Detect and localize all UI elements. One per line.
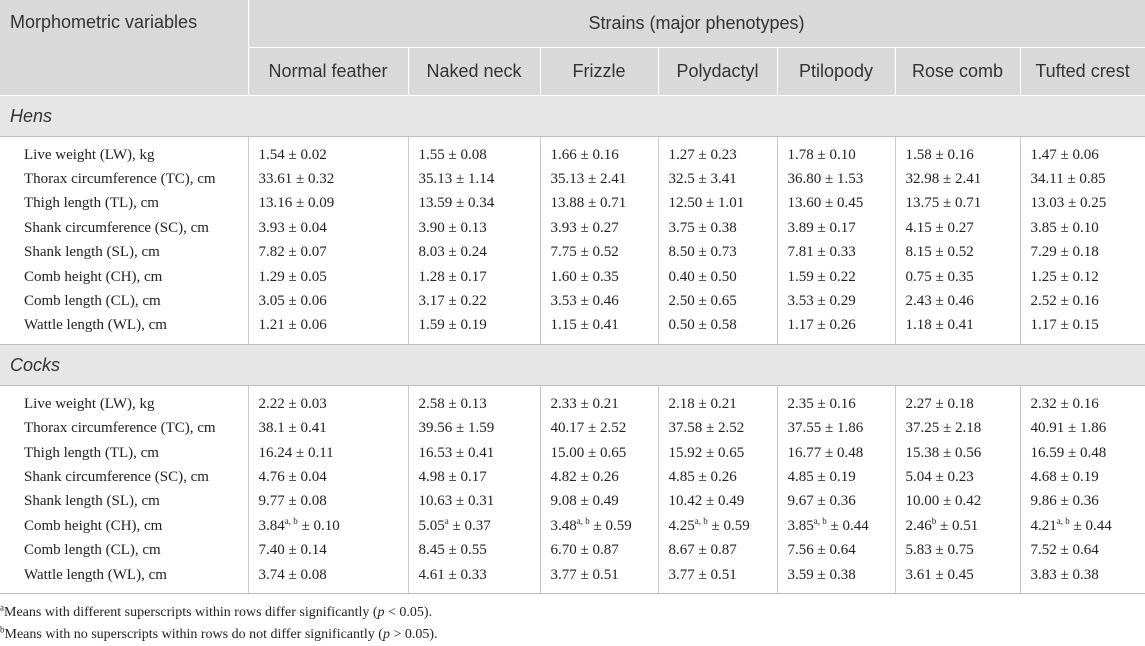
cell-value: 7.29 ± 0.18 — [1030, 244, 1099, 261]
table-cell — [1020, 441, 1145, 465]
table-cell — [540, 192, 658, 216]
table-row — [0, 265, 1145, 289]
cell-value: 12.50 ± 1.01 — [668, 195, 745, 212]
cell-value: 1.17 ± 0.15 — [1030, 317, 1099, 334]
cell-value: 2.46 — [905, 517, 932, 534]
cell-value: 8.45 ± 0.55 — [418, 542, 487, 559]
cell-value: 1.60 ± 0.35 — [550, 268, 619, 285]
table-cell — [895, 265, 1020, 289]
cell-value: 4.76 ± 0.04 — [258, 468, 327, 485]
table-cell — [777, 216, 895, 240]
cell-value: 4.25 — [668, 517, 695, 534]
row-label: Comb height (CH), cm — [0, 514, 248, 538]
footnote-text-end: > 0.05). — [389, 627, 438, 643]
cell-value: 4.15 ± 0.27 — [905, 219, 974, 236]
footnote-text-end: < 0.05). — [384, 605, 433, 621]
cell-value: 4.61 ± 0.33 — [418, 566, 487, 583]
cell-value: 39.56 ± 1.59 — [418, 420, 495, 437]
footnote-mark: b — [0, 624, 5, 635]
cell-value: 8.03 ± 0.24 — [418, 244, 487, 261]
table-cell — [540, 137, 658, 168]
table-cell — [408, 490, 540, 514]
cell-value: 3.83 ± 0.38 — [1030, 566, 1099, 583]
cell-value: 10.00 ± 0.42 — [905, 493, 982, 510]
cell-value: 4.82 ± 0.26 — [550, 468, 619, 485]
table-cell — [540, 167, 658, 191]
cell-value: 1.25 ± 0.12 — [1030, 268, 1099, 285]
table-cell — [248, 514, 408, 538]
cell-error: ± 0.44 — [826, 517, 869, 534]
table-cell — [895, 490, 1020, 514]
cell-value: 9.77 ± 0.08 — [258, 493, 327, 510]
table-cell — [895, 538, 1020, 562]
table-cell — [248, 465, 408, 489]
cell-superscript: a, b — [284, 515, 298, 526]
table-cell — [777, 538, 895, 562]
cell-value: 9.67 ± 0.36 — [787, 493, 856, 510]
cell-value: 3.61 ± 0.45 — [905, 566, 974, 583]
footnote-variable: p — [382, 627, 390, 643]
cell-value: 0.50 ± 0.58 — [668, 317, 737, 334]
cell-value: 15.92 ± 0.65 — [668, 444, 745, 461]
cell-value: 7.75 ± 0.52 — [550, 244, 619, 261]
table-cell — [1020, 417, 1145, 441]
table-cell — [658, 490, 777, 514]
cell-value: 40.17 ± 2.52 — [550, 420, 627, 437]
row-label: Shank circumference (SC), cm — [0, 465, 248, 489]
header-strains-group: Strains (major phenotypes) — [248, 0, 1145, 48]
table-cell — [658, 386, 777, 417]
table-cell — [658, 514, 777, 538]
table-cell — [408, 441, 540, 465]
section-title: Cocks — [0, 345, 1145, 386]
cell-value: 3.93 ± 0.04 — [258, 219, 327, 236]
table-row — [0, 192, 1145, 216]
cell-error: ± 0.59 — [589, 517, 632, 534]
cell-value: 2.33 ± 0.21 — [550, 395, 619, 412]
table-row — [0, 441, 1145, 465]
table-cell — [540, 216, 658, 240]
table-cell — [895, 514, 1020, 538]
cell-value: 3.89 ± 0.17 — [787, 219, 856, 236]
table-row — [0, 417, 1145, 441]
footnote-text: Means with different superscripts within rows differ significantly ( — [4, 605, 378, 621]
table-row — [0, 137, 1145, 168]
table-cell — [248, 216, 408, 240]
table-cell — [1020, 563, 1145, 594]
cell-value: 3.77 ± 0.51 — [550, 566, 619, 583]
footnote — [0, 624, 1145, 646]
table-row — [0, 538, 1145, 562]
cell-value: 0.75 ± 0.35 — [905, 268, 974, 285]
cell-value: 33.61 ± 0.32 — [258, 171, 335, 188]
cell-value: 13.03 ± 0.25 — [1030, 195, 1107, 212]
table-cell — [408, 137, 540, 168]
table-cell — [408, 465, 540, 489]
table-cell — [1020, 265, 1145, 289]
table-cell — [540, 441, 658, 465]
table-cell — [777, 490, 895, 514]
cell-value: 3.53 ± 0.46 — [550, 293, 619, 310]
table-row — [0, 386, 1145, 417]
cell-value: 38.1 ± 0.41 — [258, 420, 327, 437]
cell-value: 4.21 — [1030, 517, 1057, 534]
row-label: Thigh length (TL), cm — [0, 441, 248, 465]
table-row — [0, 167, 1145, 191]
cell-value: 13.16 ± 0.09 — [258, 195, 335, 212]
footnote-text: Means with no superscripts within rows do not differ significantly ( — [4, 627, 383, 643]
cell-value: 8.50 ± 0.73 — [668, 244, 737, 261]
table-cell — [248, 167, 408, 191]
table-cell — [895, 417, 1020, 441]
table-row — [0, 289, 1145, 313]
table-row — [0, 563, 1145, 594]
table-cell — [408, 563, 540, 594]
table-cell — [248, 490, 408, 514]
table-cell — [1020, 167, 1145, 191]
cell-value: 4.85 ± 0.19 — [787, 468, 856, 485]
cell-value: 3.77 ± 0.51 — [668, 566, 737, 583]
cell-value: 3.74 ± 0.08 — [258, 566, 327, 583]
table-cell — [658, 265, 777, 289]
cell-value: 37.25 ± 2.18 — [905, 420, 982, 437]
cell-value: 1.59 ± 0.22 — [787, 268, 856, 285]
cell-value: 7.40 ± 0.14 — [258, 542, 327, 559]
cell-value: 16.77 ± 0.48 — [787, 444, 864, 461]
cell-value: 3.59 ± 0.38 — [787, 566, 856, 583]
cell-value: 37.55 ± 1.86 — [787, 420, 864, 437]
cell-value: 13.60 ± 0.45 — [787, 195, 864, 212]
header-strain: Naked neck — [408, 48, 540, 96]
table-cell — [658, 563, 777, 594]
header-row-strains — [0, 0, 1145, 48]
table-cell — [658, 137, 777, 168]
cell-error: ± 0.59 — [707, 517, 750, 534]
cell-value: 16.24 ± 0.11 — [258, 444, 334, 461]
table-cell — [658, 167, 777, 191]
table-cell — [658, 289, 777, 313]
table-cell — [658, 314, 777, 345]
table-cell — [408, 314, 540, 345]
cell-value: 4.85 ± 0.26 — [668, 468, 737, 485]
cell-value: 13.59 ± 0.34 — [418, 195, 495, 212]
table-cell — [408, 386, 540, 417]
table-cell — [248, 538, 408, 562]
row-label: Comb height (CH), cm — [0, 265, 248, 289]
cell-value: 8.15 ± 0.52 — [905, 244, 974, 261]
cell-value: 40.91 ± 1.86 — [1030, 420, 1107, 437]
table-cell — [895, 216, 1020, 240]
table-cell — [540, 465, 658, 489]
table-row — [0, 465, 1145, 489]
table-cell — [777, 465, 895, 489]
cell-value: 35.13 ± 1.14 — [418, 171, 495, 188]
table-cell — [658, 241, 777, 265]
cell-value: 3.85 ± 0.10 — [1030, 219, 1099, 236]
table-cell — [248, 314, 408, 345]
cell-error: ± 0.37 — [448, 517, 491, 534]
cell-value: 10.63 ± 0.31 — [418, 493, 495, 510]
cell-value: 15.00 ± 0.65 — [550, 444, 627, 461]
cell-error: ± 0.51 — [936, 517, 979, 534]
table-cell — [248, 241, 408, 265]
cell-value: 2.22 ± 0.03 — [258, 395, 327, 412]
footnote — [0, 602, 1145, 624]
row-label: Shank length (SL), cm — [0, 490, 248, 514]
table-cell — [658, 441, 777, 465]
cell-value: 1.58 ± 0.16 — [905, 146, 974, 163]
table-cell — [895, 167, 1020, 191]
section-row — [0, 345, 1145, 386]
cell-superscript: a, b — [813, 515, 827, 526]
table-cell — [895, 289, 1020, 313]
row-label: Shank circumference (SC), cm — [0, 216, 248, 240]
table-cell — [895, 386, 1020, 417]
row-label: Live weight (LW), kg — [0, 386, 248, 417]
table-cell — [248, 265, 408, 289]
cell-error: ± 0.44 — [1069, 517, 1112, 534]
table-cell — [1020, 538, 1145, 562]
table-cell — [248, 441, 408, 465]
cell-value: 1.17 ± 0.26 — [787, 317, 856, 334]
cell-error: ± 0.10 — [297, 517, 340, 534]
cell-value: 35.13 ± 2.41 — [550, 171, 627, 188]
cell-value: 36.80 ± 1.53 — [787, 171, 864, 188]
cell-value: 7.52 ± 0.64 — [1030, 542, 1099, 559]
table-cell — [540, 241, 658, 265]
table-cell — [540, 314, 658, 345]
table-cell — [408, 289, 540, 313]
table-cell — [540, 538, 658, 562]
table-cell — [408, 241, 540, 265]
table-cell — [1020, 514, 1145, 538]
row-label: Wattle length (WL), cm — [0, 563, 248, 594]
table-cell — [540, 417, 658, 441]
row-label: Thorax circumference (TC), cm — [0, 167, 248, 191]
table-cell — [658, 465, 777, 489]
table-cell — [1020, 137, 1145, 168]
footnotes — [0, 594, 1145, 646]
table-cell — [777, 137, 895, 168]
header-strain: Ptilopody — [777, 48, 895, 96]
table-cell — [408, 514, 540, 538]
table-cell — [658, 216, 777, 240]
table-cell — [408, 538, 540, 562]
cell-value: 3.85 — [787, 517, 814, 534]
cell-value: 9.08 ± 0.49 — [550, 493, 619, 510]
cell-value: 2.35 ± 0.16 — [787, 395, 856, 412]
cell-value: 34.11 ± 0.85 — [1030, 171, 1106, 188]
table-cell — [1020, 241, 1145, 265]
table-cell — [408, 265, 540, 289]
cell-value: 1.47 ± 0.06 — [1030, 146, 1099, 163]
table-cell — [1020, 314, 1145, 345]
cell-value: 16.59 ± 0.48 — [1030, 444, 1107, 461]
cell-value: 2.27 ± 0.18 — [905, 395, 974, 412]
table-cell — [1020, 216, 1145, 240]
table-cell — [777, 417, 895, 441]
table-cell — [777, 265, 895, 289]
table-cell — [777, 441, 895, 465]
table-cell — [540, 386, 658, 417]
table-cell — [1020, 192, 1145, 216]
cell-value: 10.42 ± 0.49 — [668, 493, 745, 510]
row-label: Shank length (SL), cm — [0, 241, 248, 265]
cell-value: 1.78 ± 0.10 — [787, 146, 856, 163]
header-variables: Morphometric variables — [0, 0, 248, 96]
table-cell — [248, 289, 408, 313]
table-cell — [408, 216, 540, 240]
cell-superscript: a, b — [694, 515, 708, 526]
table-cell — [248, 417, 408, 441]
cell-value: 13.88 ± 0.71 — [550, 195, 627, 212]
cell-value: 1.27 ± 0.23 — [668, 146, 737, 163]
cell-value: 3.93 ± 0.27 — [550, 219, 619, 236]
header-strain: Normal feather — [248, 48, 408, 96]
table-cell — [777, 289, 895, 313]
row-label: Comb length (CL), cm — [0, 538, 248, 562]
table-cell — [777, 563, 895, 594]
cell-value: 7.56 ± 0.64 — [787, 542, 856, 559]
section-row — [0, 96, 1145, 137]
cell-value: 1.15 ± 0.41 — [550, 317, 619, 334]
row-label: Thorax circumference (TC), cm — [0, 417, 248, 441]
cell-value: 6.70 ± 0.87 — [550, 542, 619, 559]
cell-value: 13.75 ± 0.71 — [905, 195, 982, 212]
row-label: Thigh length (TL), cm — [0, 192, 248, 216]
table-row — [0, 216, 1145, 240]
table-cell — [540, 514, 658, 538]
table-cell — [895, 441, 1020, 465]
cell-value: 5.04 ± 0.23 — [905, 468, 974, 485]
table-row — [0, 241, 1145, 265]
table-cell — [408, 417, 540, 441]
cell-value: 3.84 — [258, 517, 285, 534]
table-cell — [777, 314, 895, 345]
table-cell — [248, 386, 408, 417]
header-strain: Tufted crest — [1020, 48, 1145, 96]
cell-value: 2.43 ± 0.46 — [905, 293, 974, 310]
cell-value: 16.53 ± 0.41 — [418, 444, 495, 461]
cell-value: 2.18 ± 0.21 — [668, 395, 737, 412]
table-cell — [777, 386, 895, 417]
table-cell — [777, 167, 895, 191]
table-cell — [895, 563, 1020, 594]
table-cell — [248, 192, 408, 216]
cell-value: 1.18 ± 0.41 — [905, 317, 974, 334]
cell-value: 7.82 ± 0.07 — [258, 244, 327, 261]
table-cell — [895, 314, 1020, 345]
table-row — [0, 314, 1145, 345]
table-cell — [248, 137, 408, 168]
table-cell — [540, 490, 658, 514]
cell-value: 3.75 ± 0.38 — [668, 219, 737, 236]
table-body — [0, 96, 1145, 594]
table-cell — [895, 192, 1020, 216]
table-cell — [777, 241, 895, 265]
cell-value: 1.55 ± 0.08 — [418, 146, 487, 163]
header-strain: Rose comb — [895, 48, 1020, 96]
table-cell — [895, 241, 1020, 265]
cell-value: 3.53 ± 0.29 — [787, 293, 856, 310]
table-cell — [1020, 490, 1145, 514]
footnote-variable: p — [377, 605, 385, 621]
header-strain: Frizzle — [540, 48, 658, 96]
cell-value: 1.66 ± 0.16 — [550, 146, 619, 163]
cell-value: 2.52 ± 0.16 — [1030, 293, 1099, 310]
table-cell — [777, 514, 895, 538]
cell-value: 1.54 ± 0.02 — [258, 146, 327, 163]
cell-value: 1.29 ± 0.05 — [258, 268, 327, 285]
cell-value: 0.40 ± 0.50 — [668, 268, 737, 285]
cell-value: 3.90 ± 0.13 — [418, 219, 487, 236]
cell-value: 2.58 ± 0.13 — [418, 395, 487, 412]
table-cell — [248, 563, 408, 594]
cell-value: 5.83 ± 0.75 — [905, 542, 974, 559]
table-cell — [1020, 386, 1145, 417]
cell-value: 5.05 — [418, 517, 445, 534]
table-cell — [895, 465, 1020, 489]
row-label: Wattle length (WL), cm — [0, 314, 248, 345]
table-cell — [777, 192, 895, 216]
cell-value: 8.67 ± 0.87 — [668, 542, 737, 559]
cell-value: 1.21 ± 0.06 — [258, 317, 327, 334]
cell-value: 3.17 ± 0.22 — [418, 293, 487, 310]
cell-value: 3.48 — [550, 517, 577, 534]
cell-value: 2.50 ± 0.65 — [668, 293, 737, 310]
row-label: Comb length (CL), cm — [0, 289, 248, 313]
cell-superscript: a — [444, 515, 449, 526]
cell-value: 3.05 ± 0.06 — [258, 293, 327, 310]
table-cell — [540, 563, 658, 594]
cell-value: 4.68 ± 0.19 — [1030, 468, 1099, 485]
cell-value: 2.32 ± 0.16 — [1030, 395, 1099, 412]
section-title: Hens — [0, 96, 1145, 137]
cell-value: 7.81 ± 0.33 — [787, 244, 856, 261]
row-label: Live weight (LW), kg — [0, 137, 248, 168]
cell-superscript: b — [931, 515, 937, 526]
cell-value: 1.59 ± 0.19 — [418, 317, 487, 334]
table-row — [0, 490, 1145, 514]
table-cell — [1020, 289, 1145, 313]
cell-superscript: a, b — [1056, 515, 1070, 526]
cell-value: 9.86 ± 0.36 — [1030, 493, 1099, 510]
cell-superscript: a, b — [576, 515, 590, 526]
table-cell — [658, 538, 777, 562]
table-cell — [540, 265, 658, 289]
table-cell — [1020, 465, 1145, 489]
cell-value: 4.98 ± 0.17 — [418, 468, 487, 485]
table-cell — [658, 192, 777, 216]
table-cell — [408, 167, 540, 191]
table-cell — [895, 137, 1020, 168]
table-cell — [540, 289, 658, 313]
header-strain: Polydactyl — [658, 48, 777, 96]
footnote-mark: a — [0, 602, 4, 613]
table-cell — [408, 192, 540, 216]
cell-value: 15.38 ± 0.56 — [905, 444, 982, 461]
cell-value: 32.5 ± 3.41 — [668, 171, 737, 188]
table-cell — [658, 417, 777, 441]
cell-value: 1.28 ± 0.17 — [418, 268, 487, 285]
table-row — [0, 514, 1145, 538]
cell-value: 32.98 ± 2.41 — [905, 171, 982, 188]
cell-value: 37.58 ± 2.52 — [668, 420, 745, 437]
